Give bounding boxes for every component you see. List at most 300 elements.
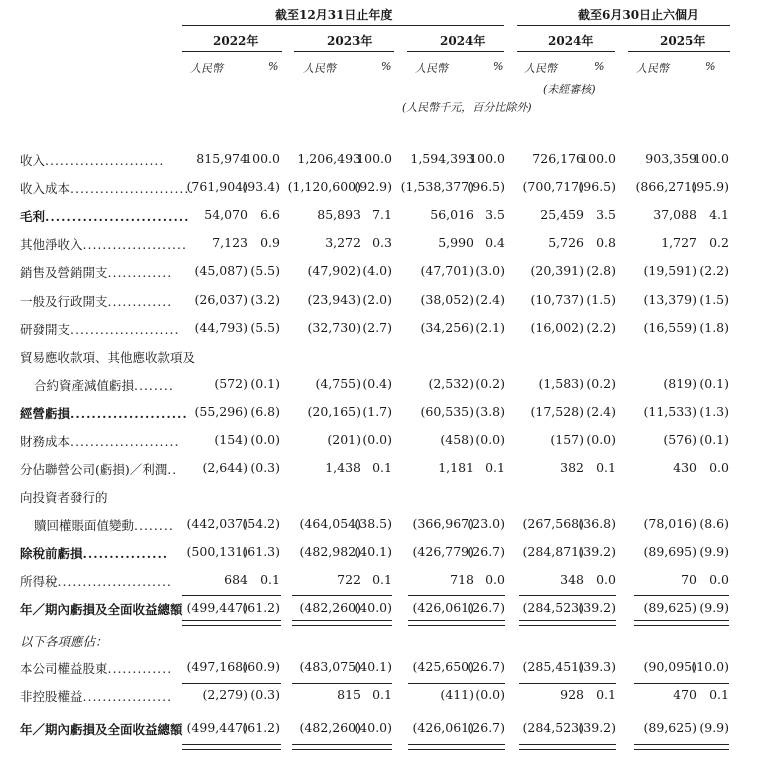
percent-cell: (5.5): [250, 320, 280, 335]
percent-cell: (10.0): [691, 659, 729, 674]
amount-cell: (154): [214, 432, 248, 447]
amount-cell: 54,070: [204, 207, 248, 222]
percent-cell: 0.1: [372, 572, 392, 587]
percent-label: %: [705, 60, 716, 73]
percent-cell: (0.0): [362, 432, 392, 447]
row-label-text: 向投資者發行的: [20, 490, 108, 505]
amount-cell: 718: [450, 572, 474, 587]
percent-cell: 6.6: [260, 207, 280, 222]
percent-cell: (0.0): [475, 432, 505, 447]
row-label: [20, 544, 168, 562]
percent-cell: (2.2): [699, 263, 729, 278]
row-label-text: 毛利: [20, 209, 46, 224]
total-double-rule: [468, 744, 505, 750]
percent-cell: (2.4): [475, 292, 505, 307]
percent-cell: (39.2): [578, 544, 616, 559]
percent-cell: (9.9): [699, 544, 729, 559]
row-leader-dots: .......................: [57, 574, 172, 589]
percent-cell: (2.7): [362, 320, 392, 335]
row-label: [20, 572, 172, 590]
total-double-rule: [634, 744, 697, 750]
amount-cell: 903,359: [645, 151, 697, 166]
row-label-text: 分佔聯營公司(虧損)／利潤: [20, 462, 168, 477]
total-double-rule: [692, 620, 729, 626]
table-row: [0, 404, 766, 424]
half-rule-2024: [517, 51, 615, 52]
percent-cell: 0.1: [596, 460, 616, 475]
amount-cell: (2,279): [202, 687, 248, 702]
amount-cell: (90,095): [643, 659, 697, 674]
subtotal-rule: [519, 683, 584, 684]
percent-cell: 100.0: [244, 151, 280, 166]
row-label: [20, 460, 177, 478]
amount-cell: (366,967): [412, 516, 474, 531]
percent-cell: (39.3): [578, 659, 616, 674]
subtotal-rule: [634, 595, 697, 596]
percent-cell: 0.3: [372, 235, 392, 250]
percent-cell: (9.9): [699, 720, 729, 735]
table-row: [0, 263, 766, 283]
amount-cell: 1,594,393: [410, 151, 474, 166]
row-label: [20, 179, 194, 197]
table-row: [0, 151, 766, 171]
amount-cell: (284,523): [522, 600, 584, 615]
row-leader-dots: ........: [134, 378, 174, 393]
table-row: [0, 348, 766, 368]
amount-cell: (78,016): [643, 516, 697, 531]
percent-cell: 100.0: [580, 151, 616, 166]
percent-label: %: [594, 60, 605, 73]
row-label-text: 年／期內虧損及全面收益總額: [20, 602, 183, 617]
amount-cell: 1,181: [438, 460, 474, 475]
percent-cell: (60.9): [242, 659, 280, 674]
amount-cell: 815: [337, 687, 361, 702]
total-double-rule: [580, 744, 616, 750]
total-double-rule: [244, 744, 281, 750]
percent-cell: (1.8): [699, 320, 729, 335]
row-label: [20, 720, 183, 738]
year-header-2022: 2022年: [213, 34, 259, 48]
year-rule-2024: [407, 51, 504, 52]
percent-cell: (95.9): [691, 179, 729, 194]
subtotal-rule: [244, 595, 281, 596]
currency-label: 人民幣: [524, 62, 557, 75]
amount-cell: 1,206,493: [297, 151, 361, 166]
total-double-rule: [580, 620, 616, 626]
amount-cell: (60,535): [420, 404, 474, 419]
amount-cell: (89,625): [643, 720, 697, 735]
table-row: [0, 544, 766, 564]
amount-cell: (1,538,377): [400, 179, 474, 194]
percent-cell: 0.1: [372, 460, 392, 475]
subtotal-rule: [182, 683, 248, 684]
amount-cell: (866,271): [635, 179, 697, 194]
percent-cell: (96.5): [467, 179, 505, 194]
subtotal-rule: [580, 595, 616, 596]
percent-cell: 3.5: [596, 207, 616, 222]
percent-cell: (3.8): [475, 404, 505, 419]
subtotal-rule: [692, 595, 729, 596]
amount-cell: (20,391): [530, 263, 584, 278]
percent-cell: (54.2): [242, 516, 280, 531]
table-row: [0, 687, 766, 707]
percent-cell: (0.0): [475, 687, 505, 702]
row-leader-dots: ......................: [70, 406, 188, 421]
table-row: [0, 179, 766, 199]
amount-cell: (47,701): [420, 263, 474, 278]
row-label: [20, 263, 172, 281]
amount-cell: (55,296): [194, 404, 248, 419]
percent-cell: (4.0): [362, 263, 392, 278]
amount-cell: (572): [214, 376, 248, 391]
row-leader-dots: ......................: [70, 434, 180, 449]
amount-cell: (267,568): [522, 516, 584, 531]
subtotal-rule: [692, 683, 729, 684]
amount-cell: (500,131): [186, 544, 248, 559]
amount-cell: (201): [327, 432, 361, 447]
amount-cell: (482,260): [299, 600, 361, 615]
percent-cell: (1.5): [699, 292, 729, 307]
amount-cell: 70: [681, 572, 697, 587]
amount-cell: (285,451): [522, 659, 584, 674]
amount-cell: (23,943): [307, 292, 361, 307]
percent-cell: 0.8: [596, 235, 616, 250]
row-label-text: 所得稅: [20, 574, 58, 589]
amount-cell: 25,459: [540, 207, 584, 222]
amount-cell: (20,165): [307, 404, 361, 419]
amount-cell: (761,904): [186, 179, 248, 194]
half-header-2025: 2025年: [660, 34, 706, 48]
row-leader-dots: .............: [107, 294, 173, 309]
percent-cell: 0.9: [260, 235, 280, 250]
table-row: [0, 572, 766, 592]
amount-cell: (34,256): [420, 320, 474, 335]
total-double-rule: [519, 620, 584, 626]
amount-cell: 56,016: [430, 207, 474, 222]
year-header-2023: 2023年: [327, 34, 373, 48]
amount-cell: 5,726: [548, 235, 584, 250]
amount-cell: 1,727: [661, 235, 697, 250]
percent-cell: (6.8): [250, 404, 280, 419]
percent-cell: (0.1): [699, 432, 729, 447]
currency-label: 人民幣: [303, 62, 336, 75]
currency-label: 人民幣: [636, 62, 669, 75]
percent-cell: (0.0): [250, 432, 280, 447]
unaudited-note: (未經審核): [543, 83, 596, 96]
row-label: [20, 488, 108, 506]
percent-cell: (39.2): [578, 600, 616, 615]
amount-cell: (482,260): [299, 720, 361, 735]
amount-cell: (2,644): [202, 460, 248, 475]
percent-cell: (96.5): [578, 179, 616, 194]
row-label-text: 本公司權益股東: [20, 661, 108, 676]
percent-label: %: [493, 60, 504, 73]
row-label: [20, 404, 188, 422]
amount-cell: (284,523): [522, 720, 584, 735]
amount-cell: (26,037): [194, 292, 248, 307]
subtotal-rule: [292, 595, 360, 596]
amount-cell: 815,974: [196, 151, 248, 166]
amount-cell: 928: [560, 687, 584, 702]
percent-cell: 4.1: [709, 207, 729, 222]
row-label-text: 收入: [20, 153, 46, 168]
subtotal-rule: [244, 683, 281, 684]
table-row: [0, 659, 766, 679]
total-double-rule: [408, 620, 474, 626]
percent-cell: 0.0: [596, 572, 616, 587]
percent-cell: (26.7): [467, 720, 505, 735]
row-label: [20, 348, 195, 366]
currency-label: 人民幣: [415, 62, 448, 75]
subtotal-rule: [182, 595, 248, 596]
total-double-rule: [244, 620, 281, 626]
row-label-text: 財務成本: [20, 434, 71, 449]
total-double-rule: [182, 744, 248, 750]
amount-cell: (47,902): [307, 263, 361, 278]
amount-cell: (4,755): [315, 376, 361, 391]
amount-cell: 3,272: [325, 235, 361, 250]
row-label-text: 其他淨收入: [20, 237, 83, 252]
percent-cell: (0.1): [699, 376, 729, 391]
subtotal-rule: [580, 683, 616, 684]
percent-cell: (26.7): [467, 544, 505, 559]
percent-label: %: [268, 60, 279, 73]
amount-cell: (284,871): [522, 544, 584, 559]
amount-cell: 470: [673, 687, 697, 702]
table-row: [0, 488, 766, 508]
percent-cell: (0.2): [475, 376, 505, 391]
table-row: [0, 516, 766, 536]
amount-cell: (89,695): [643, 544, 697, 559]
row-leader-dots: .............: [107, 661, 173, 676]
row-label: [20, 632, 108, 650]
percent-cell: 3.5: [485, 207, 505, 222]
row-label: [20, 151, 164, 169]
total-double-rule: [356, 744, 392, 750]
percent-cell: (2.1): [475, 320, 505, 335]
row-label: [20, 235, 187, 253]
amount-cell: (482,982): [299, 544, 361, 559]
row-leader-dots: ...........................: [45, 209, 190, 224]
year-rule-2023: [294, 51, 394, 52]
amount-cell: (19,591): [643, 263, 697, 278]
amount-cell: 85,893: [317, 207, 361, 222]
period-half-header: 截至6月30日止六個月: [578, 8, 700, 22]
row-label-text: 貿易應收款項、其他應收款項及: [20, 350, 196, 365]
amount-cell: 726,176: [532, 151, 584, 166]
amount-cell: (499,447): [186, 600, 248, 615]
total-double-rule: [408, 744, 474, 750]
total-double-rule: [356, 620, 392, 626]
amount-cell: 382: [560, 460, 584, 475]
row-label-text: 銷售及營銷開支: [20, 265, 108, 280]
row-leader-dots: ................: [82, 546, 169, 561]
amount-cell: (1,583): [538, 376, 584, 391]
row-label: [34, 516, 174, 534]
row-label-text: 贖回權賬面值變動: [34, 518, 135, 533]
percent-cell: 0.1: [709, 687, 729, 702]
row-leader-dots: .........................: [70, 181, 195, 196]
year-rule-2022: [182, 51, 282, 52]
amount-cell: 684: [224, 572, 248, 587]
percent-cell: (0.3): [250, 460, 280, 475]
amount-cell: 722: [337, 572, 361, 587]
amount-cell: (11,533): [643, 404, 697, 419]
percent-cell: (40.1): [354, 544, 392, 559]
table-row: [0, 432, 766, 452]
row-label-text: 收入成本: [20, 181, 71, 196]
percent-cell: (40.0): [354, 720, 392, 735]
amount-cell: (38,052): [420, 292, 474, 307]
amount-cell: (442,037): [186, 516, 248, 531]
amount-cell: (499,447): [186, 720, 248, 735]
row-label-text: 非控股權益: [20, 689, 83, 704]
amount-cell: (426,061): [412, 720, 474, 735]
period-year-rule: [182, 25, 504, 26]
percent-cell: (2.0): [362, 292, 392, 307]
subtotal-rule: [634, 683, 697, 684]
year-header-2024: 2024年: [440, 34, 486, 48]
percent-cell: (8.6): [699, 516, 729, 531]
amount-cell: (411): [440, 687, 474, 702]
percent-cell: (9.9): [699, 600, 729, 615]
amount-cell: (464,054): [299, 516, 361, 531]
percent-cell: 7.1: [372, 207, 392, 222]
amount-cell: (32,730): [307, 320, 361, 335]
row-leader-dots: ......................: [70, 322, 180, 337]
half-header-2024: 2024年: [548, 34, 594, 48]
row-label: [20, 207, 190, 225]
percent-cell: (2.2): [586, 320, 616, 335]
amount-cell: 348: [560, 572, 584, 587]
half-rule-2025: [628, 51, 730, 52]
amount-cell: 5,990: [438, 235, 474, 250]
total-double-rule: [692, 744, 729, 750]
total-double-rule: [519, 744, 584, 750]
percent-cell: (0.0): [586, 432, 616, 447]
row-label-text: 研發開支: [20, 322, 71, 337]
amount-cell: (426,061): [412, 600, 474, 615]
table-row: [0, 460, 766, 480]
subtotal-rule: [468, 595, 505, 596]
percent-cell: (2.8): [586, 263, 616, 278]
total-double-rule: [292, 744, 360, 750]
period-half-rule: [517, 25, 730, 26]
amount-cell: (157): [550, 432, 584, 447]
table-row: [0, 292, 766, 312]
row-label-text: 合約資產減值虧損: [34, 378, 135, 393]
percent-cell: 100.0: [356, 151, 392, 166]
subtotal-rule: [356, 683, 392, 684]
amount-cell: 7,123: [212, 235, 248, 250]
row-leader-dots: ........................: [45, 153, 165, 168]
total-double-rule: [182, 620, 248, 626]
amount-cell: (483,075): [299, 659, 361, 674]
percent-cell: 0.1: [485, 460, 505, 475]
subtotal-rule: [408, 683, 474, 684]
currency-label: 人民幣: [190, 62, 223, 75]
table-row: [0, 632, 766, 652]
percent-cell: 0.0: [709, 572, 729, 587]
amount-cell: (44,793): [194, 320, 248, 335]
row-label-text: 除稅前虧損: [20, 546, 83, 561]
percent-cell: 0.1: [372, 687, 392, 702]
percent-cell: 0.2: [709, 235, 729, 250]
percent-cell: (39.2): [578, 720, 616, 735]
table-row: [0, 235, 766, 255]
percent-cell: 100.0: [469, 151, 505, 166]
table-row: [0, 320, 766, 340]
row-leader-dots: .............: [107, 265, 173, 280]
percent-cell: (2.4): [586, 404, 616, 419]
percent-cell: 0.1: [260, 572, 280, 587]
subtotal-rule: [292, 683, 360, 684]
row-leader-dots: ..................: [82, 689, 173, 704]
percent-cell: 0.0: [485, 572, 505, 587]
percent-cell: (5.5): [250, 263, 280, 278]
percent-cell: (0.4): [362, 376, 392, 391]
percent-cell: 0.0: [709, 460, 729, 475]
table-row: [0, 376, 766, 396]
percent-cell: (23.0): [467, 516, 505, 531]
total-double-rule: [292, 620, 360, 626]
percent-cell: (1.3): [699, 404, 729, 419]
amount-cell: (89,625): [643, 600, 697, 615]
row-label-text: 經營虧損: [20, 406, 71, 421]
percent-cell: (3.2): [250, 292, 280, 307]
percent-cell: 0.1: [596, 687, 616, 702]
row-leader-dots: .....................: [82, 237, 187, 252]
amount-cell: 1,438: [325, 460, 361, 475]
subtotal-rule: [356, 595, 392, 596]
percent-cell: (26.7): [467, 659, 505, 674]
row-leader-dots: ........: [134, 518, 174, 533]
row-label: [34, 376, 174, 394]
percent-cell: (0.1): [250, 376, 280, 391]
amount-cell: (425,650): [412, 659, 474, 674]
amount-cell: (17,528): [530, 404, 584, 419]
row-label: [20, 600, 183, 618]
amount-cell: (458): [440, 432, 474, 447]
percent-cell: (40.1): [354, 659, 392, 674]
row-label: [20, 687, 172, 705]
percent-cell: (61.3): [242, 544, 280, 559]
percent-cell: (92.9): [354, 179, 392, 194]
period-year-header: 截至12月31日止年度: [275, 8, 393, 22]
percent-cell: (1.7): [362, 404, 392, 419]
subtotal-rule: [468, 683, 505, 684]
amount-cell: (2,532): [428, 376, 474, 391]
percent-cell: (1.5): [586, 292, 616, 307]
amount-cell: (576): [663, 432, 697, 447]
row-label: [20, 659, 172, 677]
subtotal-rule: [408, 595, 474, 596]
subtotal-rule: [519, 595, 584, 596]
row-label-text: 年／期內虧損及全面收益總額: [20, 722, 183, 737]
percent-cell: (26.7): [467, 600, 505, 615]
percent-cell: (40.0): [354, 600, 392, 615]
amount-cell: (497,168): [186, 659, 248, 674]
percent-cell: (3.0): [475, 263, 505, 278]
amount-cell: (426,779): [412, 544, 474, 559]
percent-cell: (61.2): [242, 720, 280, 735]
percent-cell: (38.5): [354, 516, 392, 531]
unit-note: (人民幣千元，百分比除外): [402, 101, 532, 114]
amount-cell: 37,088: [653, 207, 697, 222]
amount-cell: (45,087): [194, 263, 248, 278]
row-label: [20, 292, 172, 310]
percent-cell: (36.8): [578, 516, 616, 531]
